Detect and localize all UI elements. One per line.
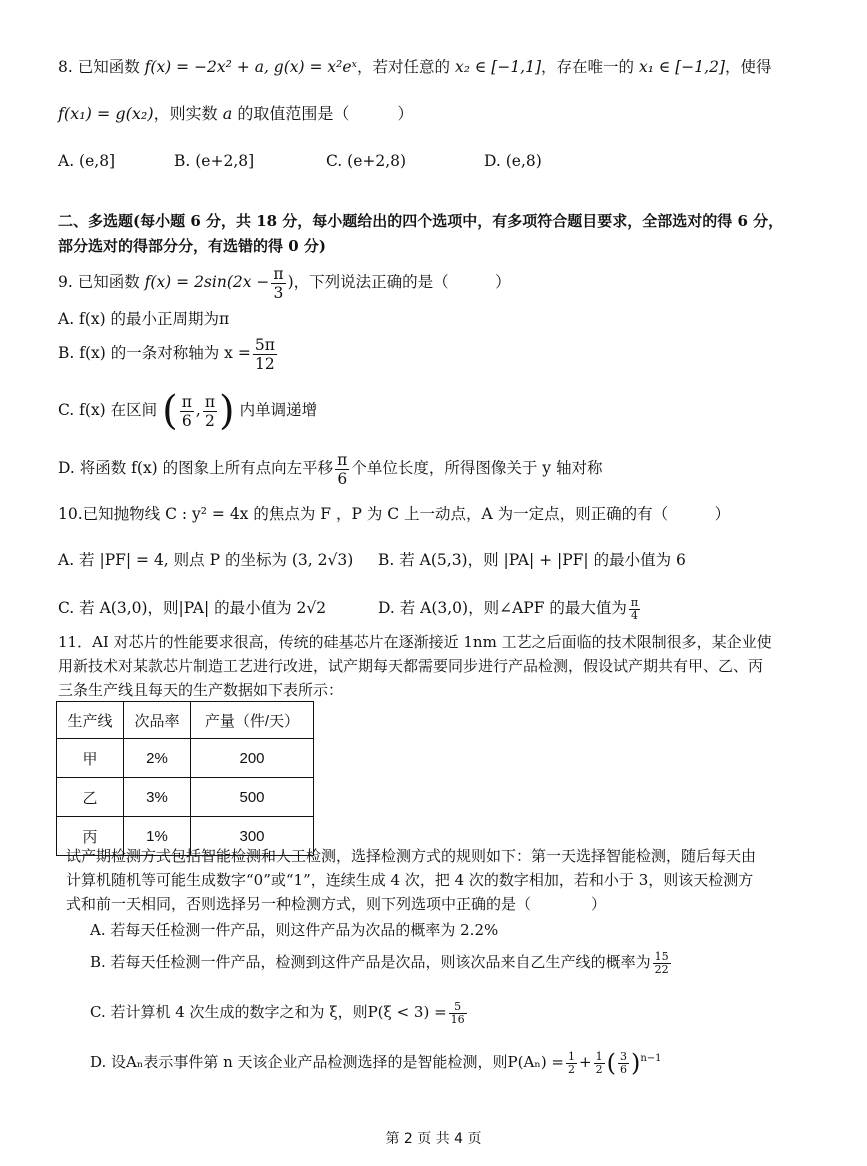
q9-d-fraction: $\frac{\pi}{6}$ <box>337 450 348 488</box>
q9-fraction: $\frac{\pi}{3}$ <box>273 264 284 302</box>
q8-variable: a <box>222 104 233 123</box>
q11-line5: 计算机随机等可能生成数字“0”或“1”，连续生成 4 次，把 4 次的数字相加，若和小于 3，则该天检测方 <box>66 871 754 889</box>
q10-option-d: D. 若 A(3,0)，则∠APF 的最大值为 $\frac{\pi}{4}$ <box>378 595 639 622</box>
table-cell: 3% <box>124 778 191 817</box>
q9-c-fraction1: $\frac{\pi}{6}$ <box>181 392 192 430</box>
table-row <box>57 739 314 778</box>
page-footer: 第 2 页 共 4 页 <box>385 1131 482 1147</box>
q11-line2: 用新技术对某款芯片制造工艺进行改进，试产期每天都需要同步进行产品检测，假设试产期共有甲、乙、丙 <box>58 657 764 675</box>
q9-option-a: A. f(x) 的最小正周期为π <box>58 310 230 328</box>
table-cell: 2% <box>124 739 191 778</box>
q8-text: ，则实数 <box>153 104 218 123</box>
q10-stem: 10.已知抛物线 C : y² = 4x 的焦点为 F ，P 为 C 上一动点，A 为一定点，则正确的有（ ） <box>58 505 731 523</box>
table-cell: 乙 <box>57 778 124 817</box>
section2-header-line2: 部分选对的得部分分，有选错的得 0 分) <box>58 237 326 255</box>
q9-option-d: D. 将函数 f(x) 的图象上所有点向左平移 $\frac{\pi}{6}$ 个单位长度，所得图像关于 y 轴对称 <box>58 450 603 488</box>
q11-line6: 式和前一天相同，否则选择另一种检测方式，则下列选项中正确的是（ ） <box>66 895 607 913</box>
q10-d-fraction: $\frac{\pi}{4}$ <box>630 595 639 622</box>
q11-c-fraction: $\frac{5}{16}$ <box>450 999 465 1026</box>
q8-option-d: D. (e,8) <box>484 152 542 170</box>
table-header: 产量（件/天） <box>191 702 314 739</box>
q8-line2 <box>58 104 413 124</box>
q9-text: )，下列说法正确的是（ ） <box>287 273 511 291</box>
production-table <box>56 701 314 856</box>
q11-d-half1: $\frac{1}{2}$ <box>568 1049 576 1076</box>
q8-text: ，使得 <box>724 58 772 76</box>
q9-text: 9. 已知函数 <box>58 273 140 291</box>
q8-option-b: B. (e+2,8] <box>174 152 255 170</box>
q8-text: 的取值范围是（ ） <box>237 104 414 123</box>
table-cell: 300 <box>191 817 314 856</box>
q11-d-exponent: n−1 <box>640 1053 662 1064</box>
q11-line1: 11．AI 对芯片的性能要求很高，传统的硅基芯片在逐渐接近 1nm 工艺之后面临的技术限制很多，某企业使 <box>58 633 772 651</box>
q8-equation: f(x₁) = g(x₂) <box>58 104 154 123</box>
q10-option-b: B. 若 A(5,3)，则 |PA| + |PF| 的最小值为 6 <box>378 551 686 569</box>
q10-option-c: C. 若 A(3,0)，则|PA| 的最小值为 2√2 <box>58 599 327 617</box>
q11-d-base: $\frac{3}{6}$ <box>619 1049 627 1076</box>
q10-option-a: A. 若 |PF| = 4, 则点 P 的坐标为 (3, 2√3) <box>58 551 354 569</box>
q11-option-d: D. 设Aₙ表示事件第 n 天该企业产品检测选择的是智能检测，则P(Aₙ) = $\frac{1}{2}$ + $\frac{1}{2}$ ( $\frac{3}{6}$ )$^{n-1}$ <box>90 1049 662 1077</box>
table-header: 生产线 <box>57 702 124 739</box>
table-header-row <box>57 702 314 739</box>
q8-line1 <box>58 57 772 77</box>
table-header: 次品率 <box>124 702 191 739</box>
q11-b-fraction: $\frac{15}{22}$ <box>654 949 669 976</box>
table-cell: 1% <box>124 817 191 856</box>
q11-line3: 三条生产线且每天的生产数据如下表所示： <box>58 681 344 699</box>
q9-option-b: B. f(x) 的一条对称轴为 x = $\frac{5\pi}{12}$ <box>58 335 275 373</box>
q8-text: ，若对任意的 <box>357 58 451 76</box>
q11-d-half2: $\frac{1}{2}$ <box>595 1049 603 1076</box>
q8-x1-range: x₁ ∈ [−1,2] <box>638 58 725 76</box>
table-row <box>57 778 314 817</box>
q11-option-a: A. 若每天任检测一件产品，则这件产品为次品的概率为 2.2% <box>90 921 499 939</box>
table-cell: 500 <box>191 778 314 817</box>
table-cell: 甲 <box>57 739 124 778</box>
q8-x2-range: x₂ ∈ [−1,1] <box>455 58 542 76</box>
table-cell: 200 <box>191 739 314 778</box>
table-cell: 丙 <box>57 817 124 856</box>
q9-function: f(x) = 2sin(2x − <box>144 273 270 291</box>
q8-option-c: C. (e+2,8) <box>326 152 407 170</box>
q11-option-b: B. 若每天任检测一件产品，检测到这件产品是次品，则该次品来自乙生产线的概率为 $\frac{15}{22}$ <box>90 949 669 976</box>
q9-option-c: C. f(x) 在区间 ( $\frac{\pi}{6}$ , $\frac{\pi}{2}$ ) 内单调递增 <box>58 388 318 434</box>
q8-functions: f(x) = −2x² + a, g(x) = x²eˣ <box>144 58 358 76</box>
section2-header-line1: 二、多选题(每小题 6 分，共 18 分，每小题给出的四个选项中，有多项符合题目要求，全部选对的得 6 分， <box>58 212 784 230</box>
q11-line4: 试产期检测方式包括智能检测和人工检测，选择检测方式的规则如下：第一天选择智能检测，随后每天由 <box>66 847 757 865</box>
q8-option-a: A. (e,8] <box>58 152 116 170</box>
q9-c-fraction2: $\frac{\pi}{2}$ <box>204 392 216 430</box>
q9-stem <box>58 262 511 302</box>
q8-text: 8. 已知函数 <box>58 58 140 76</box>
q11-option-c: C. 若计算机 4 次生成的数字之和为 ξ，则P(ξ < 3) = $\frac{5}{16}$ <box>90 999 465 1026</box>
q9-b-fraction: $\frac{5\pi}{12}$ <box>254 335 275 373</box>
q8-text: ，存在唯一的 <box>541 58 635 76</box>
